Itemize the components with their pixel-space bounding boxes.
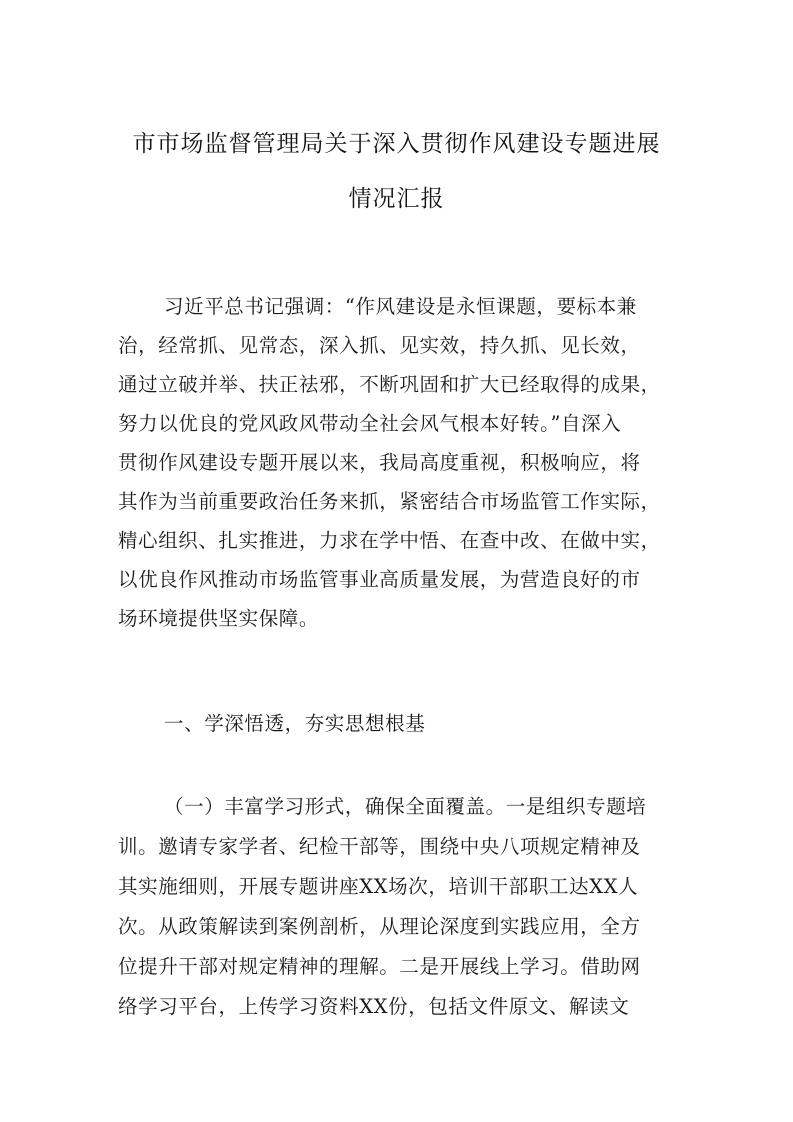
- paragraph-1-line: 其作为当前重要政治任务来抓，紧密结合市场监管工作实际，: [118, 490, 661, 513]
- section-heading: 一、学深悟透，夯实思想根基: [164, 712, 426, 735]
- paragraph-1-line: 通过立破并举、扶正祛邪，不断巩固和扩大已经取得的成果，: [118, 373, 661, 396]
- paragraph-1-line: 习近平总书记强调：“作风建设是永恒课题，要标本兼: [164, 295, 637, 318]
- paragraph-1-line: 治，经常抓、见常态，深入抓、见实效，持久抓、见长效，: [118, 334, 641, 357]
- paragraph-1-line: 贯彻作风建设专题开展以来，我局高度重视，积极响应，将: [118, 451, 641, 474]
- paragraph-1-line: 场环境提供坚实保障。: [118, 607, 320, 630]
- paragraph-2-line: 络学习平台，上传学习资料XX份，包括文件原文、解读文: [118, 995, 630, 1018]
- document-title-line-1: 市市场监督管理局关于深入贯彻作风建设专题进展: [132, 131, 661, 157]
- paragraph-2-line: 位提升干部对规定精神的理解。二是开展线上学习。借助网: [118, 955, 641, 978]
- paragraph-1-line: 以优良作风推动市场监管事业高质量发展，为营造良好的市: [118, 568, 641, 591]
- paragraph-1-line: 努力以优良的党风政风带动全社会风气根本好转。”自深入: [118, 412, 622, 435]
- paragraph-1-line: 精心组织、扎实推进，力求在学中悟、在查中改、在做中实，: [118, 529, 661, 552]
- paragraph-2-line: 其实施细则，开展专题讲座XX场次，培训干部职工达XX人: [118, 875, 639, 898]
- paragraph-2-line: （一）丰富学习形式，确保全面覆盖。一是组织专题培: [164, 795, 647, 818]
- paragraph-2-line: 训。邀请专家学者、纪检干部等，围绕中央八项规定精神及: [118, 835, 641, 858]
- document-title-line-2: 情况汇报: [348, 186, 445, 212]
- paragraph-2-line: 次。从政策解读到案例剖析，从理论深度到实践应用，全方: [118, 915, 641, 938]
